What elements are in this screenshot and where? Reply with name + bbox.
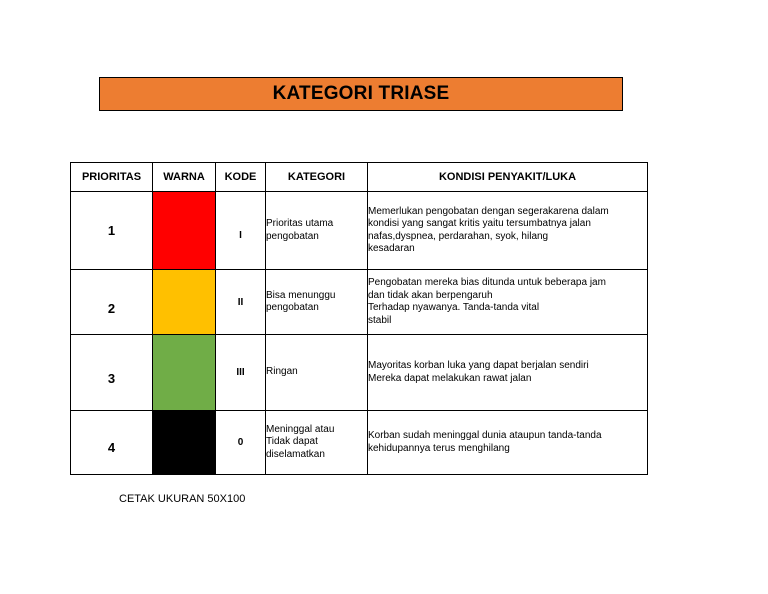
print-size-note: CETAK UKURAN 50X100 [119, 493, 246, 505]
category-cell [266, 192, 368, 270]
header-kode: KODE [216, 163, 266, 192]
table-header-row [71, 163, 648, 192]
condition-line: Pengobatan mereka bias ditunda untuk beberapa jam [368, 277, 606, 288]
category-line: Tidak dapat [266, 436, 318, 448]
condition-cell [368, 270, 648, 335]
priority-cell: 3 [71, 335, 153, 411]
priority-cell: 1 [71, 192, 153, 270]
triage-table [70, 162, 648, 475]
table-row [71, 270, 648, 335]
code-cell: 0 [216, 411, 266, 475]
color-swatch-green [153, 335, 216, 411]
color-swatch-red [153, 192, 216, 270]
header-warna: WARNA [153, 163, 216, 192]
category-cell [266, 270, 368, 335]
category-line: Prioritas utama [266, 218, 334, 229]
condition-line: kondisi yang sangat kritis yaitu tersumbatnya jalan [368, 218, 591, 229]
header-kondisi: KONDISI PENYAKIT/LUKA [368, 163, 648, 192]
category-line: diselamatkan [266, 448, 325, 460]
code-cell: II [216, 270, 266, 335]
condition-line: nafas,dyspnea, perdarahan, syok, hilang [368, 230, 549, 242]
header-kategori: KATEGORI [266, 163, 368, 192]
condition-cell [368, 192, 648, 270]
category-line: pengobatan [266, 302, 319, 313]
page-title: KATEGORI TRIASE [272, 83, 450, 104]
category-line: Bisa menunggu [266, 289, 336, 301]
condition-cell [368, 411, 648, 475]
condition-line: dan tidak akan berpengaruh [368, 289, 493, 301]
category-line: Meninggal atau [266, 423, 335, 435]
category-line: Ringan [266, 366, 298, 378]
table-row [71, 335, 648, 411]
condition-line: Mereka dapat melakukan rawat jalan [368, 372, 532, 384]
condition-line: kehidupannya terus menghilang [368, 442, 510, 454]
color-swatch-black [153, 411, 216, 475]
title-banner [99, 77, 623, 111]
category-line: pengobatan [266, 230, 319, 242]
condition-line: Terhadap nyawanya. Tanda-tanda vital [368, 302, 540, 313]
table-row [71, 192, 648, 270]
header-prioritas: PRIORITAS [71, 163, 153, 192]
condition-line: Korban sudah meninggal dunia ataupun tanda-tanda [368, 430, 602, 441]
condition-cell [368, 335, 648, 411]
priority-cell: 4 [71, 411, 153, 475]
table-row [71, 411, 648, 475]
condition-line: kesadaran [368, 243, 415, 254]
condition-line: Mayoritas korban luka yang dapat berjalan sendiri [368, 360, 589, 371]
priority-cell: 2 [71, 270, 153, 335]
code-cell: III [216, 335, 266, 411]
condition-line: Memerlukan pengobatan dengan segerakarena dalam [368, 205, 609, 217]
category-cell [266, 335, 368, 411]
category-cell [266, 411, 368, 475]
condition-line: stabil [368, 314, 392, 326]
color-swatch-yellow [153, 270, 216, 335]
code-cell: I [216, 192, 266, 270]
